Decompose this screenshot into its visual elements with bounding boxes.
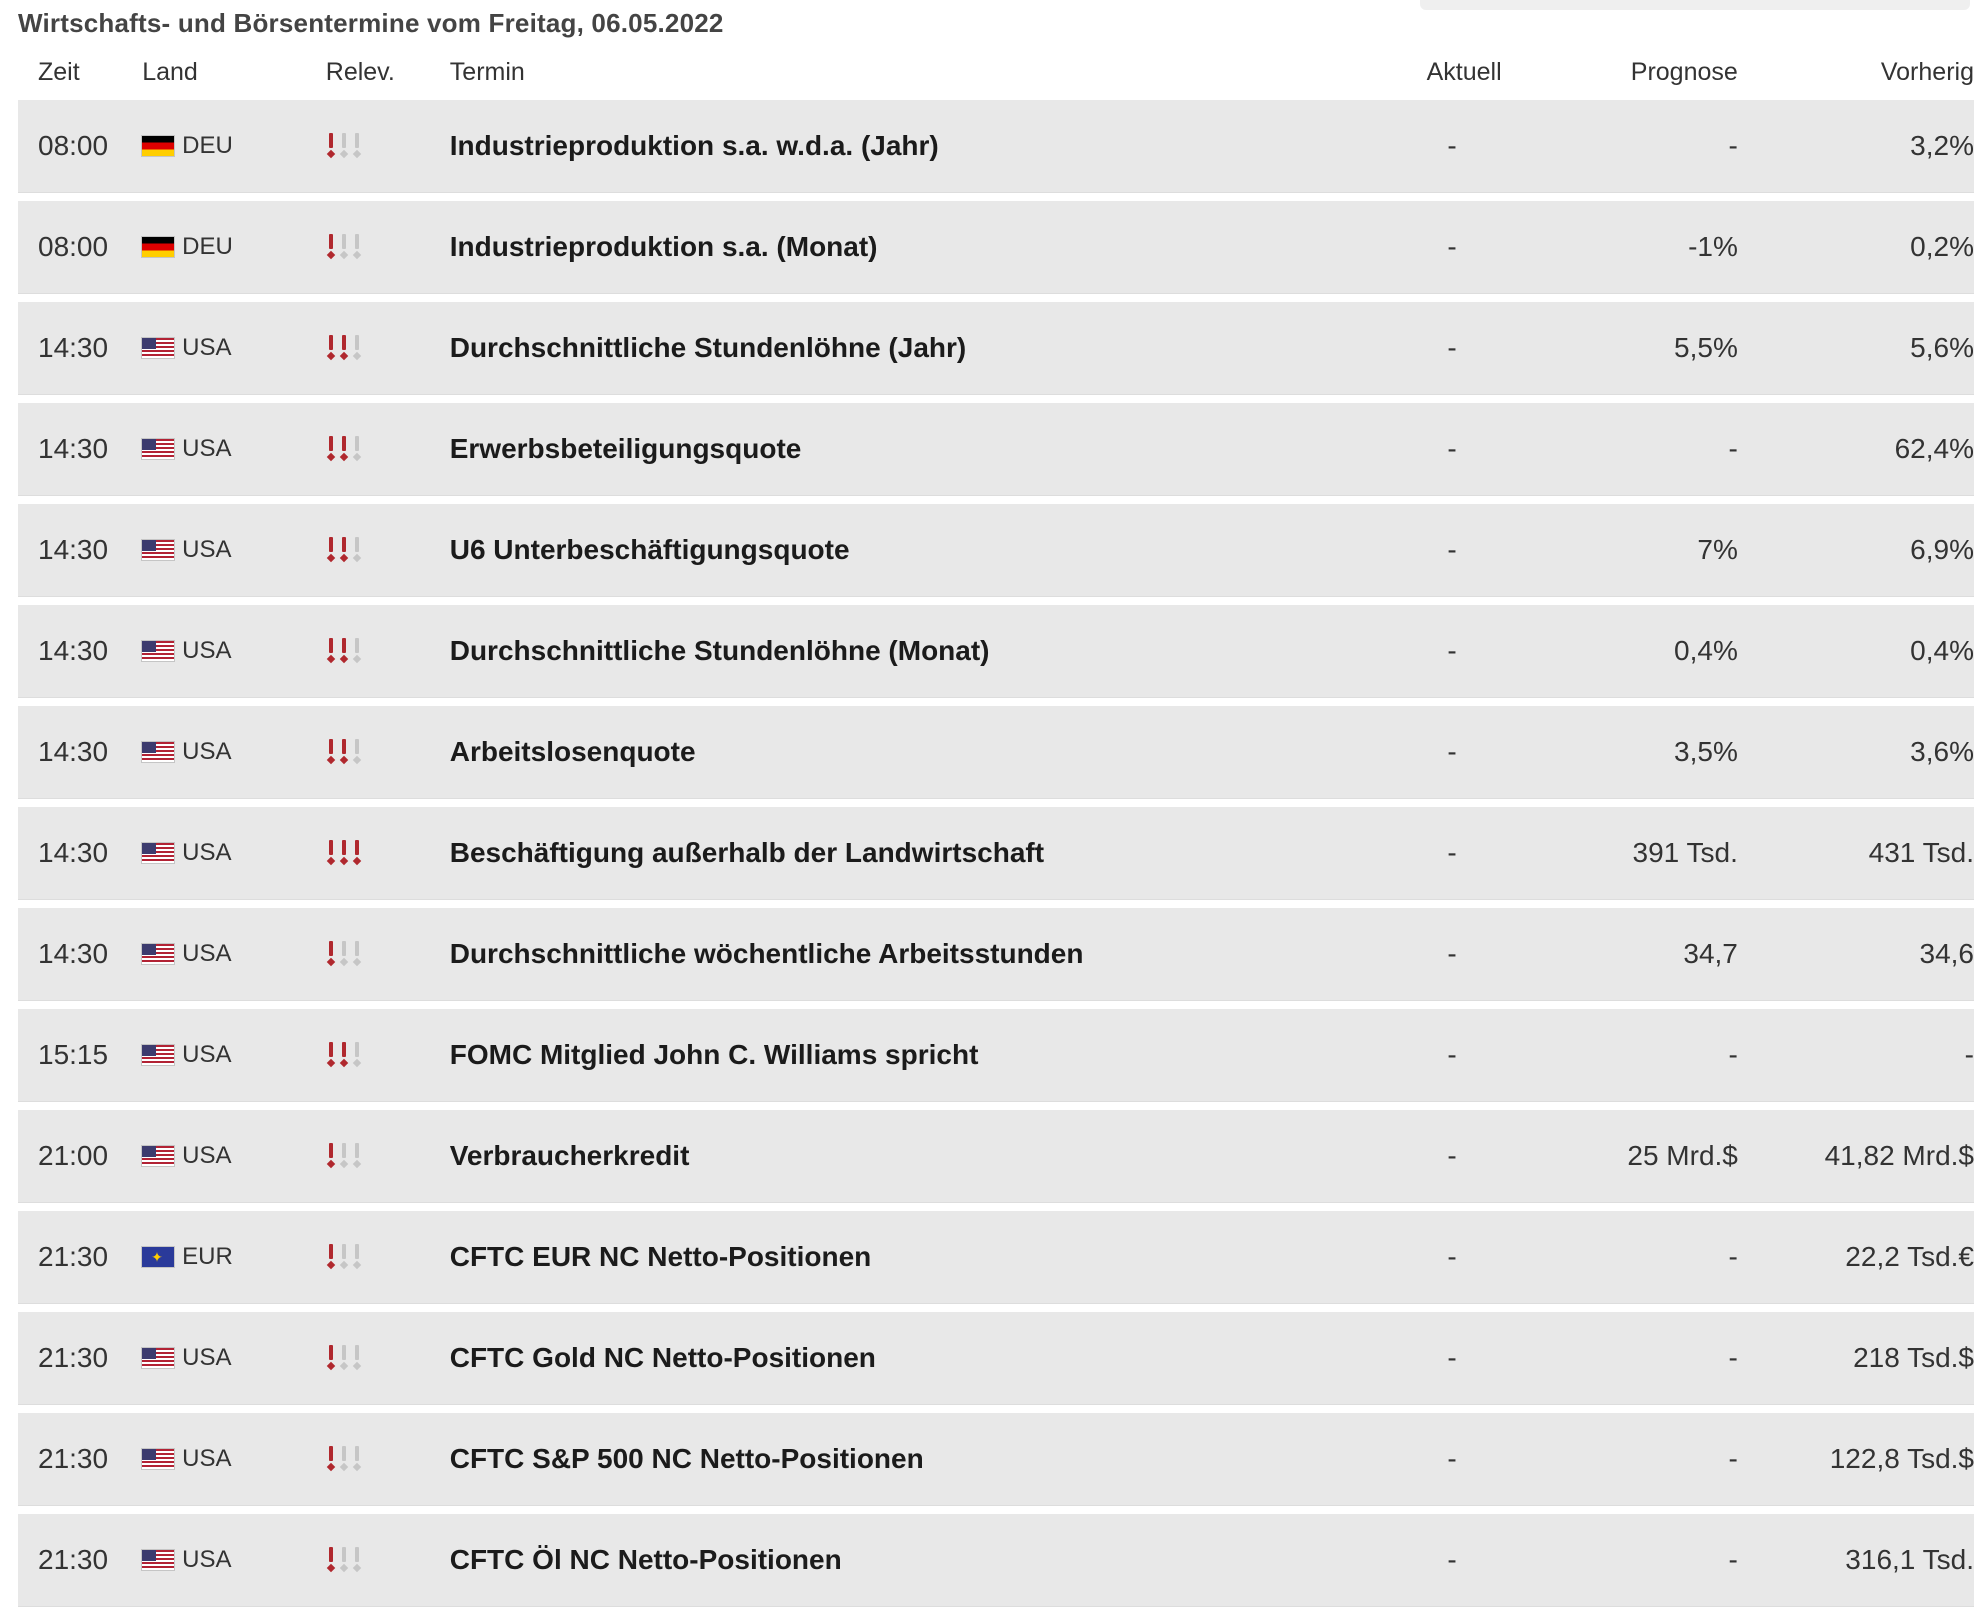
country-code: USA — [182, 1344, 232, 1371]
value-vorherig: 431 Tsd. — [1868, 837, 1974, 868]
event-time: 14:30 — [38, 837, 109, 868]
relevance-mark-2-icon — [339, 739, 349, 765]
event-time: 14:30 — [38, 736, 109, 767]
event-title[interactable]: Durchschnittliche Stundenlöhne (Monat) — [449, 635, 990, 666]
flag-usa-icon — [142, 944, 174, 964]
header-vorherig: Vorherig — [1880, 57, 1974, 86]
relevance-mark-1-icon — [326, 1244, 336, 1270]
value-prognose: - — [1728, 1544, 1738, 1575]
table-row[interactable] — [18, 403, 1974, 496]
value-prognose: - — [1728, 1241, 1738, 1272]
relevance-mark-3-icon — [352, 638, 362, 664]
relevance-mark-3-icon — [352, 1345, 362, 1371]
event-title[interactable]: Erwerbsbeteiligungsquote — [449, 433, 802, 464]
flag-usa-icon — [142, 439, 174, 459]
country-code: USA — [182, 637, 232, 664]
event-time: 14:30 — [38, 534, 109, 565]
relevance-indicator — [326, 638, 450, 664]
relevance-indicator — [326, 1244, 450, 1270]
relevance-mark-1-icon — [326, 436, 336, 462]
value-aktuell: - — [1447, 736, 1457, 767]
relevance-indicator — [326, 1446, 450, 1472]
table-row[interactable] — [18, 302, 1974, 395]
flag-usa-icon — [142, 1045, 174, 1065]
value-vorherig: 5,6% — [1910, 332, 1974, 363]
table-row[interactable] — [18, 1009, 1974, 1102]
event-time: 08:00 — [38, 130, 109, 161]
value-aktuell: - — [1447, 1140, 1457, 1171]
value-aktuell: - — [1447, 231, 1457, 262]
value-vorherig: 0,4% — [1910, 635, 1974, 666]
value-aktuell: - — [1447, 1342, 1457, 1373]
country-code: USA — [182, 1041, 232, 1068]
event-title[interactable]: Beschäftigung außerhalb der Landwirtschaft — [449, 837, 1045, 868]
event-title[interactable]: CFTC Öl NC Netto-Positionen — [449, 1544, 842, 1575]
event-time: 21:30 — [38, 1443, 109, 1474]
value-vorherig: 122,8 Tsd.$ — [1829, 1443, 1974, 1474]
relevance-mark-2-icon — [339, 1345, 349, 1371]
table-row[interactable] — [18, 1110, 1974, 1203]
country-code: USA — [182, 1546, 232, 1573]
relevance-indicator — [326, 1042, 450, 1068]
value-vorherig: 3,6% — [1910, 736, 1974, 767]
value-vorherig: 22,2 Tsd.€ — [1845, 1241, 1974, 1272]
relevance-indicator — [326, 739, 450, 765]
event-time: 21:30 — [38, 1342, 109, 1373]
event-time: 15:15 — [38, 1039, 109, 1070]
value-vorherig: 218 Tsd.$ — [1853, 1342, 1974, 1373]
value-vorherig: - — [1964, 1039, 1974, 1070]
relevance-mark-1-icon — [326, 1345, 336, 1371]
value-aktuell: - — [1447, 1241, 1457, 1272]
value-vorherig: 62,4% — [1894, 433, 1974, 464]
event-time: 21:30 — [38, 1544, 109, 1575]
page-title: Wirtschafts- und Börsentermine vom Freitag, 06.05.2022 — [18, 8, 724, 38]
value-vorherig: 41,82 Mrd.$ — [1824, 1140, 1974, 1171]
country-code: USA — [182, 334, 232, 361]
flag-usa-icon — [142, 1348, 174, 1368]
value-prognose: 391 Tsd. — [1632, 837, 1738, 868]
value-prognose: - — [1728, 433, 1738, 464]
flag-deu-icon — [142, 136, 174, 156]
table-header — [18, 44, 1974, 100]
table-row[interactable] — [18, 807, 1974, 900]
relevance-mark-3-icon — [352, 1547, 362, 1573]
flag-usa-icon — [142, 1449, 174, 1469]
relevance-mark-1-icon — [326, 941, 336, 967]
value-prognose: - — [1728, 1039, 1738, 1070]
relevance-mark-3-icon — [352, 941, 362, 967]
event-title[interactable]: Industrieproduktion s.a. w.d.a. (Jahr) — [449, 130, 939, 161]
flag-usa-icon — [142, 742, 174, 762]
flag-usa-icon — [142, 338, 174, 358]
value-prognose: 0,4% — [1674, 635, 1738, 666]
relevance-mark-1-icon — [326, 840, 336, 866]
event-time: 21:00 — [38, 1140, 109, 1171]
relevance-mark-2-icon — [339, 941, 349, 967]
table-row[interactable] — [18, 908, 1974, 1001]
value-prognose: 3,5% — [1674, 736, 1738, 767]
relevance-mark-1-icon — [326, 335, 336, 361]
relevance-mark-1-icon — [326, 537, 336, 563]
event-title[interactable]: CFTC EUR NC Netto-Positionen — [449, 1241, 872, 1272]
event-title[interactable]: FOMC Mitglied John C. Williams spricht — [449, 1039, 979, 1070]
event-title[interactable]: Durchschnittliche Stundenlöhne (Jahr) — [449, 332, 967, 363]
flag-usa-icon — [142, 1550, 174, 1570]
event-time: 14:30 — [38, 332, 109, 363]
header-zeit: Zeit — [38, 57, 80, 86]
relevance-indicator — [326, 840, 450, 866]
value-aktuell: - — [1447, 837, 1457, 868]
table-row[interactable] — [18, 605, 1974, 698]
value-vorherig: 0,2% — [1910, 231, 1974, 262]
event-title[interactable]: Industrieproduktion s.a. (Monat) — [449, 231, 878, 262]
calendar-panel — [18, 0, 1974, 1615]
country-code: DEU — [182, 132, 233, 159]
country-code: EUR — [182, 1243, 233, 1270]
value-vorherig: 34,6 — [1919, 938, 1974, 969]
value-prognose: - — [1728, 130, 1738, 161]
value-vorherig: 6,9% — [1910, 534, 1974, 565]
table-row[interactable] — [18, 1413, 1974, 1506]
value-prognose: 7% — [1697, 534, 1738, 565]
flag-usa-icon — [142, 1146, 174, 1166]
relevance-mark-1-icon — [326, 1143, 336, 1169]
country-code: USA — [182, 1142, 232, 1169]
value-aktuell: - — [1447, 1544, 1457, 1575]
value-aktuell: - — [1447, 635, 1457, 666]
relevance-indicator — [326, 1345, 450, 1371]
relevance-mark-1-icon — [326, 638, 336, 664]
table-row[interactable] — [18, 1514, 1974, 1607]
value-aktuell: - — [1447, 938, 1457, 969]
table-row[interactable] — [18, 1211, 1974, 1304]
value-prognose: 5,5% — [1674, 332, 1738, 363]
relevance-mark-1-icon — [326, 133, 336, 159]
event-time: 14:30 — [38, 433, 109, 464]
value-vorherig: 3,2% — [1910, 130, 1974, 161]
relevance-mark-3-icon — [352, 234, 362, 260]
event-time: 14:30 — [38, 938, 109, 969]
event-title[interactable]: CFTC S&P 500 NC Netto-Positionen — [449, 1443, 924, 1474]
relevance-mark-2-icon — [339, 1547, 349, 1573]
relevance-mark-2-icon — [339, 1143, 349, 1169]
flag-deu-icon — [142, 237, 174, 257]
relevance-indicator — [326, 234, 450, 260]
value-prognose: 25 Mrd.$ — [1627, 1140, 1738, 1171]
relevance-mark-3-icon — [352, 739, 362, 765]
event-time: 21:30 — [38, 1241, 109, 1272]
relevance-mark-3-icon — [352, 1042, 362, 1068]
relevance-mark-2-icon — [339, 1042, 349, 1068]
value-prognose: - — [1728, 1443, 1738, 1474]
relevance-mark-2-icon — [339, 1446, 349, 1472]
event-title[interactable]: CFTC Gold NC Netto-Positionen — [449, 1342, 876, 1373]
country-code: USA — [182, 1445, 232, 1472]
relevance-mark-2-icon — [339, 335, 349, 361]
country-code: USA — [182, 536, 232, 563]
relevance-mark-1-icon — [326, 739, 336, 765]
event-title[interactable]: Arbeitslosenquote — [449, 736, 696, 767]
relevance-mark-1-icon — [326, 1042, 336, 1068]
relevance-indicator — [326, 537, 450, 563]
flag-usa-icon — [142, 843, 174, 863]
relevance-mark-2-icon — [339, 537, 349, 563]
relevance-indicator — [326, 941, 450, 967]
relevance-indicator — [326, 335, 450, 361]
relevance-mark-2-icon — [339, 234, 349, 260]
header-aktuell: Aktuell — [1426, 57, 1502, 86]
relevance-mark-3-icon — [352, 436, 362, 462]
relevance-mark-3-icon — [352, 335, 362, 361]
country-code: USA — [182, 738, 232, 765]
value-aktuell: - — [1447, 130, 1457, 161]
relevance-mark-3-icon — [352, 1244, 362, 1270]
table-row[interactable] — [18, 201, 1974, 294]
relevance-mark-1-icon — [326, 1547, 336, 1573]
value-aktuell: - — [1447, 332, 1457, 363]
relevance-mark-1-icon — [326, 1446, 336, 1472]
country-code: USA — [182, 839, 232, 866]
value-prognose: - — [1728, 1342, 1738, 1373]
value-prognose: -1% — [1688, 231, 1738, 262]
flag-usa-icon — [142, 641, 174, 661]
table-row[interactable] — [18, 504, 1974, 597]
relevance-mark-3-icon — [352, 840, 362, 866]
event-title[interactable]: U6 Unterbeschäftigungsquote — [449, 534, 850, 565]
relevance-mark-3-icon — [352, 133, 362, 159]
value-aktuell: - — [1447, 534, 1457, 565]
relevance-indicator — [326, 436, 450, 462]
event-title[interactable]: Durchschnittliche wöchentliche Arbeitsstunden — [449, 938, 1084, 969]
value-prognose: 34,7 — [1683, 938, 1738, 969]
relevance-mark-2-icon — [339, 1244, 349, 1270]
relevance-mark-2-icon — [339, 133, 349, 159]
relevance-mark-2-icon — [339, 638, 349, 664]
table-row[interactable] — [18, 706, 1974, 799]
flag-eur-icon — [142, 1247, 174, 1267]
table-row[interactable] — [18, 1312, 1974, 1405]
relevance-indicator — [326, 1547, 450, 1573]
value-vorherig: 316,1 Tsd. — [1845, 1544, 1974, 1575]
relevance-indicator — [326, 133, 450, 159]
flag-usa-icon — [142, 540, 174, 560]
header-land: Land — [142, 57, 198, 86]
country-code: DEU — [182, 233, 233, 260]
relevance-indicator — [326, 1143, 450, 1169]
value-aktuell: - — [1447, 433, 1457, 464]
relevance-mark-3-icon — [352, 537, 362, 563]
country-code: USA — [182, 435, 232, 462]
relevance-mark-3-icon — [352, 1143, 362, 1169]
value-aktuell: - — [1447, 1039, 1457, 1070]
relevance-mark-2-icon — [339, 840, 349, 866]
event-time: 08:00 — [38, 231, 109, 262]
header-prognose: Prognose — [1630, 57, 1738, 86]
event-time: 14:30 — [38, 635, 109, 666]
event-table-body — [18, 100, 1974, 1607]
value-aktuell: - — [1447, 1443, 1457, 1474]
header-termin: Termin — [449, 57, 525, 86]
relevance-mark-1-icon — [326, 234, 336, 260]
event-title[interactable]: Verbraucherkredit — [449, 1140, 690, 1171]
table-row[interactable] — [18, 100, 1974, 193]
relevance-mark-3-icon — [352, 1446, 362, 1472]
country-code: USA — [182, 940, 232, 967]
relevance-mark-2-icon — [339, 436, 349, 462]
header-relevanz: Relev. — [325, 57, 395, 86]
